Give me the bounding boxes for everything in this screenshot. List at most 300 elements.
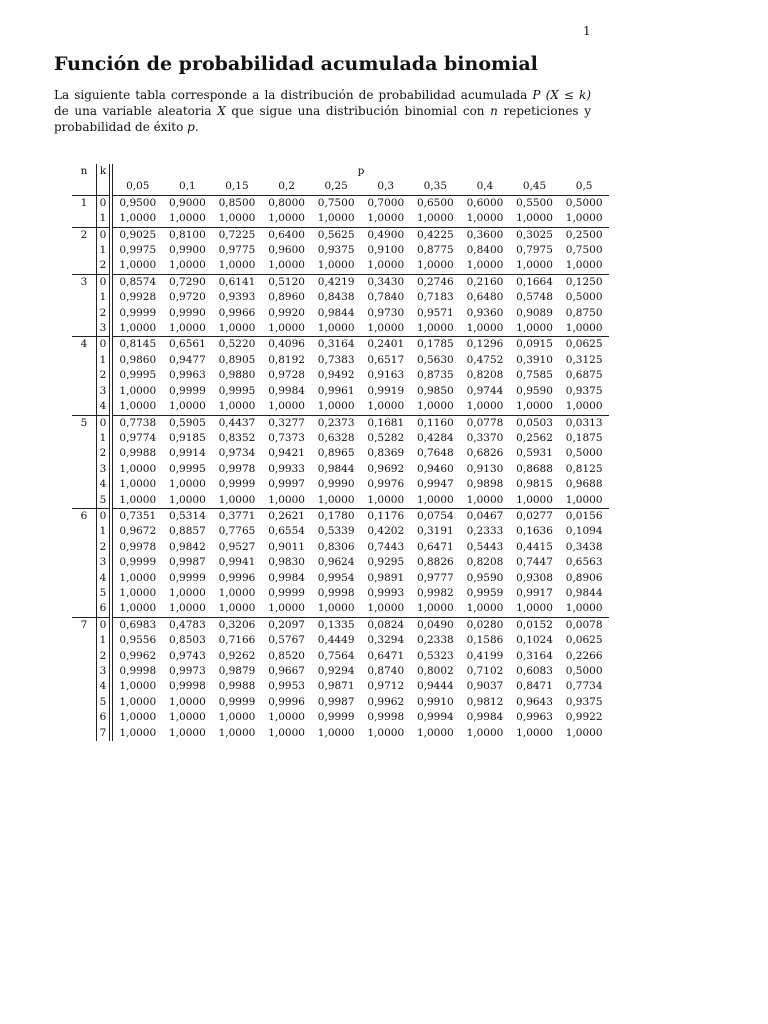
cell-probability: 0,7183 <box>416 291 454 304</box>
cell-probability: 0,0156 <box>559 508 609 524</box>
intro-paragraph <box>54 87 591 135</box>
cell-probability: 0,8400 <box>466 244 504 257</box>
intro-text-1: La siguiente tabla corresponde a la distribución de probabilidad acumulada <box>54 88 533 102</box>
cell-probability: 0,9871 <box>317 680 355 693</box>
table-row <box>72 368 609 383</box>
cell-n <box>72 679 97 694</box>
cell-probability: 0,9914 <box>169 447 206 460</box>
cell-probability: 0,9844 <box>317 306 355 319</box>
cell-probability: 0,6083 <box>516 665 553 677</box>
header-p-value: 0,4 <box>460 179 510 195</box>
cell-probability: 0,8906 <box>565 571 603 584</box>
cell-probability: 1,0000 <box>119 602 157 615</box>
cell-probability: 1,0000 <box>416 493 454 506</box>
cell-k: 1 <box>97 290 112 305</box>
cell-n <box>72 306 97 321</box>
cell-probability: 0,4752 <box>466 353 504 366</box>
cell-probability: 1,0000 <box>169 322 206 335</box>
cell-probability: 0,7564 <box>317 649 355 662</box>
cell-probability: 0,9421 <box>268 447 305 460</box>
cell-probability: 0,9973 <box>169 665 206 677</box>
cell-k: 4 <box>97 477 112 492</box>
cell-k: 1 <box>97 431 112 446</box>
table-row <box>72 649 609 664</box>
cell-probability: 0,7734 <box>565 680 603 693</box>
cell-probability: 1,0000 <box>119 586 157 599</box>
cell-probability: 0,9375 <box>565 695 603 708</box>
cell-probability: 0,0625 <box>559 337 609 353</box>
cell-probability: 0,3164 <box>516 649 553 662</box>
cell-probability: 0,9185 <box>169 431 206 444</box>
cell-probability: 0,1024 <box>516 634 553 647</box>
cell-probability: 0,9360 <box>466 306 504 319</box>
cell-probability: 1,0000 <box>367 602 405 615</box>
cell-probability: 1,0000 <box>169 259 206 272</box>
header-p-value: 0,2 <box>262 179 312 195</box>
cell-probability: 0,9295 <box>367 556 405 569</box>
cell-probability: 0,9667 <box>268 665 305 677</box>
cell-probability: 0,9774 <box>119 431 157 444</box>
cell-n <box>72 571 97 586</box>
cell-probability: 0,2746 <box>411 274 461 290</box>
cell-n <box>72 664 97 679</box>
cell-k: 1 <box>97 353 112 368</box>
cell-probability: 0,3294 <box>367 634 405 647</box>
cell-probability: 1,0000 <box>218 400 256 413</box>
cell-probability: 0,9995 <box>218 384 256 397</box>
cell-probability: 1,0000 <box>466 493 504 506</box>
cell-probability: 0,8438 <box>317 291 355 304</box>
cell-probability: 0,4783 <box>163 617 213 633</box>
cell-probability: 0,1094 <box>565 525 603 538</box>
cell-probability: 1,0000 <box>268 322 305 335</box>
cell-probability: 1,0000 <box>565 212 603 225</box>
cell-probability: 0,7585 <box>516 369 553 382</box>
cell-probability: 0,9730 <box>367 306 405 319</box>
cell-k: 0 <box>97 337 112 353</box>
cell-probability: 0,9998 <box>367 711 405 724</box>
cell-probability: 1,0000 <box>416 212 454 225</box>
cell-probability: 0,9815 <box>516 478 553 491</box>
cell-probability: 0,9600 <box>268 244 305 257</box>
cell-probability: 0,9994 <box>416 711 454 724</box>
cell-probability: 0,8208 <box>466 556 504 569</box>
cell-probability: 0,4199 <box>466 649 504 662</box>
cell-probability: 0,2621 <box>262 508 312 524</box>
header-p-value: 0,05 <box>111 179 163 195</box>
cell-probability: 1,0000 <box>565 602 603 615</box>
cell-probability: 0,3771 <box>212 508 262 524</box>
cell-probability: 0,7383 <box>317 353 355 366</box>
cell-probability: 0,8688 <box>516 462 553 475</box>
cell-n <box>72 462 97 477</box>
cell-probability: 1,0000 <box>119 711 157 724</box>
table-row <box>72 633 609 648</box>
cell-probability: 0,0152 <box>510 617 560 633</box>
cell-probability: 0,7975 <box>516 244 553 257</box>
cell-probability: 0,6563 <box>565 556 603 569</box>
cell-probability: 0,9375 <box>565 384 603 397</box>
cell-probability: 0,8520 <box>268 649 305 662</box>
table-row <box>72 664 609 679</box>
cell-probability: 0,9975 <box>119 244 157 257</box>
page-title: Función de probabilidad acumulada binomial <box>54 53 538 75</box>
cell-probability: 0,9500 <box>119 196 157 209</box>
cell-probability: 0,9444 <box>416 680 454 693</box>
cell-probability: 1,0000 <box>268 711 305 724</box>
cell-n: 2 <box>72 227 97 243</box>
cell-probability: 0,0277 <box>510 508 560 524</box>
cell-probability: 0,2500 <box>559 227 609 243</box>
cell-probability: 0,7166 <box>218 634 256 647</box>
intro-expression: P (X ≤ k) <box>532 88 591 102</box>
table-row <box>72 227 609 243</box>
cell-probability: 1,0000 <box>516 259 553 272</box>
cell-n <box>72 649 97 664</box>
cell-probability: 0,5000 <box>565 291 603 304</box>
cell-probability: 0,9922 <box>565 711 603 724</box>
cell-k: 2 <box>97 446 112 461</box>
header-p-value: 0,35 <box>411 179 461 195</box>
cell-probability: 0,9527 <box>218 540 256 553</box>
header-p-value: 0,5 <box>559 179 609 195</box>
cell-probability: 0,9844 <box>317 462 355 475</box>
cell-probability: 1,0000 <box>119 384 157 397</box>
cell-probability: 0,9643 <box>516 695 553 708</box>
cell-probability: 0,0467 <box>460 508 510 524</box>
cell-n <box>72 555 97 570</box>
cell-probability: 0,9999 <box>317 711 355 724</box>
cell-probability: 0,9025 <box>111 227 163 243</box>
cell-probability: 0,9037 <box>466 680 504 693</box>
cell-probability: 0,9999 <box>119 306 157 319</box>
cell-probability: 0,9917 <box>516 586 553 599</box>
header-n: n <box>80 165 88 177</box>
cell-probability: 0,9990 <box>317 478 355 491</box>
table-row <box>72 415 609 431</box>
cell-probability: 0,9011 <box>268 540 305 553</box>
cell-probability: 0,7765 <box>218 525 256 538</box>
cell-probability: 0,8500 <box>218 196 256 209</box>
cell-probability: 0,9900 <box>169 244 206 257</box>
table-row <box>72 337 609 353</box>
cell-probability: 0,9997 <box>268 478 305 491</box>
cell-probability: 0,5625 <box>311 227 361 243</box>
cell-probability: 1,0000 <box>516 400 553 413</box>
table-container <box>72 164 609 741</box>
cell-probability: 0,1335 <box>311 617 361 633</box>
cell-probability: 0,8352 <box>218 431 256 444</box>
cell-probability: 0,9941 <box>218 556 256 569</box>
cell-probability: 0,9850 <box>416 384 454 397</box>
cell-probability: 0,9294 <box>317 665 355 677</box>
cell-n <box>72 710 97 725</box>
table-row <box>72 431 609 446</box>
cell-k: 0 <box>97 415 112 431</box>
cell-probability: 0,7648 <box>416 447 454 460</box>
cell-probability: 0,9688 <box>565 478 603 491</box>
cell-k: 1 <box>97 633 112 648</box>
cell-probability: 0,2160 <box>460 274 510 290</box>
page-number: 1 <box>583 24 591 38</box>
cell-probability: 0,9999 <box>218 478 256 491</box>
cell-n <box>72 399 97 415</box>
cell-probability: 0,1160 <box>411 415 461 431</box>
cell-probability: 0,9734 <box>218 447 256 460</box>
cell-probability: 0,9130 <box>466 462 504 475</box>
cell-n <box>72 243 97 258</box>
table-row <box>72 493 609 509</box>
cell-probability: 0,4284 <box>416 431 454 444</box>
cell-probability: 0,9920 <box>268 306 305 319</box>
cell-probability: 0,3164 <box>311 337 361 353</box>
cell-probability: 1,0000 <box>565 259 603 272</box>
cell-probability: 0,8306 <box>317 540 355 553</box>
header-p: p <box>357 165 365 177</box>
table-row <box>72 524 609 539</box>
header-row-p-values <box>72 179 609 195</box>
cell-probability: 1,0000 <box>218 586 256 599</box>
cell-probability: 0,9984 <box>268 571 305 584</box>
header-p-value: 0,25 <box>311 179 361 195</box>
cell-n <box>72 601 97 617</box>
cell-probability: 0,9163 <box>367 369 405 382</box>
cell-probability: 0,9672 <box>119 525 157 538</box>
cell-probability: 0,9590 <box>516 384 553 397</box>
cell-probability: 0,9961 <box>317 384 355 397</box>
cell-n <box>72 211 97 227</box>
cell-n <box>72 353 97 368</box>
cell-probability: 0,8750 <box>565 306 603 319</box>
cell-probability: 0,9962 <box>119 649 157 662</box>
cell-probability: 0,4900 <box>361 227 411 243</box>
cell-probability: 0,9860 <box>119 353 157 366</box>
intro-text-4: repeticiones y probabilidad de éxito <box>54 104 591 134</box>
header-row-top <box>72 164 609 179</box>
cell-probability: 0,8503 <box>169 634 206 647</box>
cell-probability: 0,5905 <box>163 415 213 431</box>
cell-k: 3 <box>97 462 112 477</box>
cell-probability: 0,0490 <box>411 617 461 633</box>
cell-probability: 0,0824 <box>361 617 411 633</box>
cell-probability: 1,0000 <box>268 602 305 615</box>
cell-probability: 0,9477 <box>169 353 206 366</box>
cell-probability: 0,2401 <box>361 337 411 353</box>
cell-probability: 1,0000 <box>466 726 504 739</box>
cell-probability: 0,9728 <box>268 369 305 382</box>
cell-probability: 0,9891 <box>367 571 405 584</box>
cell-probability: 0,8965 <box>317 447 355 460</box>
cell-probability: 0,9262 <box>218 649 256 662</box>
cell-probability: 0,0754 <box>411 508 461 524</box>
cell-probability: 1,0000 <box>317 602 355 615</box>
cell-n: 6 <box>72 508 97 524</box>
cell-probability: 0,1875 <box>565 431 603 444</box>
cell-probability: 0,9830 <box>268 556 305 569</box>
cell-n <box>72 477 97 492</box>
cell-probability: 0,9928 <box>119 291 157 304</box>
table-row <box>72 477 609 492</box>
cell-probability: 0,5000 <box>565 196 603 209</box>
table-row <box>72 258 609 274</box>
cell-probability: 0,9556 <box>119 634 157 647</box>
cell-probability: 0,9984 <box>268 384 305 397</box>
cell-probability: 0,9966 <box>218 306 256 319</box>
cell-probability: 1,0000 <box>119 400 157 413</box>
cell-k: 2 <box>97 649 112 664</box>
cell-probability: 0,9998 <box>169 680 206 693</box>
cell-probability: 0,9590 <box>466 571 504 584</box>
cell-k: 3 <box>97 664 112 679</box>
cell-probability: 0,6500 <box>416 196 454 209</box>
cell-n <box>72 726 97 741</box>
cell-probability: 1,0000 <box>565 322 603 335</box>
intro-p: p <box>187 120 195 134</box>
cell-n: 5 <box>72 415 97 431</box>
cell-probability: 0,7373 <box>268 431 305 444</box>
cell-probability: 0,9393 <box>218 291 256 304</box>
cell-probability: 0,0503 <box>510 415 560 431</box>
cell-probability: 0,9842 <box>169 540 206 553</box>
cell-probability: 0,0313 <box>559 415 609 431</box>
cell-probability: 0,4219 <box>311 274 361 290</box>
cell-probability: 1,0000 <box>218 602 256 615</box>
cell-probability: 1,0000 <box>317 726 355 739</box>
cell-probability: 0,8145 <box>111 337 163 353</box>
table-row <box>72 384 609 399</box>
cell-probability: 0,8735 <box>416 369 454 382</box>
cell-probability: 0,8208 <box>466 369 504 382</box>
header-p-value: 0,15 <box>212 179 262 195</box>
cell-probability: 0,5931 <box>516 447 553 460</box>
cell-probability: 0,6471 <box>416 540 454 553</box>
cell-probability: 1,0000 <box>119 259 157 272</box>
cell-probability: 0,8826 <box>416 556 454 569</box>
cell-probability: 0,7000 <box>367 196 405 209</box>
cell-probability: 0,9978 <box>218 462 256 475</box>
cell-probability: 1,0000 <box>317 322 355 335</box>
cell-probability: 0,9880 <box>218 369 256 382</box>
cell-probability: 0,9988 <box>218 680 256 693</box>
cell-probability: 0,0915 <box>510 337 560 353</box>
cell-probability: 0,3125 <box>565 353 603 366</box>
cell-probability: 0,9933 <box>268 462 305 475</box>
cell-probability: 0,5000 <box>565 665 603 677</box>
cell-probability: 0,5748 <box>516 291 553 304</box>
cell-probability: 1,0000 <box>416 259 454 272</box>
cell-probability: 0,9492 <box>317 369 355 382</box>
table-row <box>72 695 609 710</box>
table-row <box>72 710 609 725</box>
cell-probability: 1,0000 <box>516 602 553 615</box>
cell-probability: 1,0000 <box>317 259 355 272</box>
cell-probability: 0,9879 <box>218 665 256 677</box>
cell-probability: 0,9990 <box>169 306 206 319</box>
cell-probability: 1,0000 <box>169 726 206 739</box>
cell-probability: 0,1636 <box>516 525 553 538</box>
cell-probability: 1,0000 <box>169 695 206 708</box>
cell-probability: 1,0000 <box>169 478 206 491</box>
cell-probability: 0,9460 <box>416 462 454 475</box>
cell-probability: 0,8192 <box>268 353 305 366</box>
cell-probability: 1,0000 <box>169 711 206 724</box>
cell-probability: 0,9998 <box>119 665 157 677</box>
cell-probability: 1,0000 <box>218 711 256 724</box>
cell-probability: 0,1176 <box>361 508 411 524</box>
cell-probability: 0,8574 <box>111 274 163 290</box>
header-p-value: 0,45 <box>510 179 560 195</box>
cell-probability: 0,6826 <box>466 447 504 460</box>
cell-probability: 0,7351 <box>111 508 163 524</box>
cell-probability: 0,3600 <box>460 227 510 243</box>
cell-probability: 0,9775 <box>218 244 256 257</box>
cell-probability: 0,9984 <box>466 711 504 724</box>
cell-probability: 0,4449 <box>317 634 355 647</box>
cell-probability: 0,9995 <box>119 369 157 382</box>
cell-k: 5 <box>97 695 112 710</box>
cell-probability: 1,0000 <box>565 726 603 739</box>
cell-probability: 0,7500 <box>565 244 603 257</box>
cell-probability: 0,7840 <box>367 291 405 304</box>
cell-probability: 1,0000 <box>119 571 157 584</box>
cell-probability: 1,0000 <box>268 726 305 739</box>
cell-probability: 0,9982 <box>416 586 454 599</box>
table-row <box>72 555 609 570</box>
cell-probability: 0,5220 <box>212 337 262 353</box>
cell-probability: 0,0280 <box>460 617 510 633</box>
cell-probability: 0,6000 <box>466 196 504 209</box>
cell-probability: 0,1780 <box>311 508 361 524</box>
cell-probability: 0,7447 <box>516 556 553 569</box>
cell-probability: 1,0000 <box>466 400 504 413</box>
cell-probability: 1,0000 <box>218 212 256 225</box>
cell-probability: 1,0000 <box>367 493 405 506</box>
cell-probability: 1,0000 <box>169 586 206 599</box>
cell-probability: 0,5339 <box>317 525 355 538</box>
cell-probability: 0,5120 <box>262 274 312 290</box>
cell-n <box>72 633 97 648</box>
cell-probability: 1,0000 <box>119 493 157 506</box>
cell-n: 3 <box>72 274 97 290</box>
cell-probability: 0,9963 <box>516 711 553 724</box>
cell-probability: 0,9953 <box>268 680 305 693</box>
cell-n <box>72 258 97 274</box>
cell-k: 4 <box>97 571 112 586</box>
cell-probability: 0,0078 <box>559 617 609 633</box>
cell-probability: 0,9999 <box>268 586 305 599</box>
cell-n <box>72 384 97 399</box>
cell-n <box>72 540 97 555</box>
cell-probability: 0,9000 <box>169 196 206 209</box>
cell-probability: 1,0000 <box>416 400 454 413</box>
cell-probability: 0,8857 <box>169 525 206 538</box>
cell-probability: 0,9999 <box>169 384 206 397</box>
cell-probability: 0,9988 <box>119 447 157 460</box>
cell-probability: 1,0000 <box>416 726 454 739</box>
cell-k: 5 <box>97 586 112 601</box>
cell-probability: 0,8775 <box>416 244 454 257</box>
cell-k: 3 <box>97 555 112 570</box>
table-row <box>72 601 609 617</box>
cell-probability: 0,6561 <box>163 337 213 353</box>
cell-k: 6 <box>97 601 112 617</box>
cell-probability: 0,8125 <box>565 462 603 475</box>
cell-probability: 0,9999 <box>218 695 256 708</box>
cell-probability: 1,0000 <box>367 726 405 739</box>
cell-k: 1 <box>97 524 112 539</box>
intro-text-5: . <box>194 120 199 134</box>
cell-probability: 0,7443 <box>367 540 405 553</box>
